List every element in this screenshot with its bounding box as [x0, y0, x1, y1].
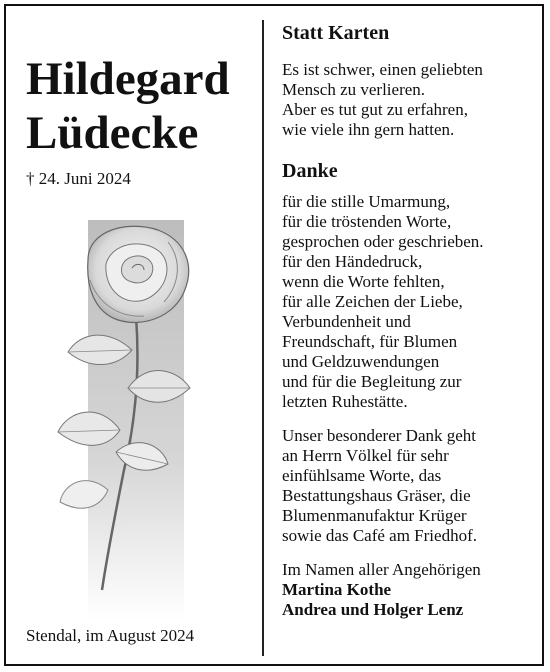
- thanks-line: Freundschaft, für Blumen: [282, 332, 458, 351]
- signature-name: Martina Kothe: [282, 580, 392, 599]
- thanks-line: für den Händedruck,: [282, 252, 423, 271]
- special-line: sowie das Café am Friedhof.: [282, 526, 477, 545]
- thanks-line: letzten Ruhestätte.: [282, 392, 408, 411]
- right-column: [282, 20, 538, 620]
- column-divider: [262, 20, 264, 656]
- thanks-line: gesprochen oder geschrieben.: [282, 232, 484, 251]
- special-line: Blumenmanufaktur Krüger: [282, 506, 467, 525]
- special-line: Bestattungshaus Gräser, die: [282, 486, 471, 505]
- rose-icon: [28, 220, 248, 620]
- special-line: an Herrn Völkel für sehr: [282, 446, 449, 465]
- intro-line: wie viele ihn gern hatten.: [282, 120, 455, 139]
- intro-line: Mensch zu verlieren.: [282, 80, 426, 99]
- thanks-text: [282, 192, 538, 412]
- signature-name: Andrea und Holger Lenz: [282, 600, 464, 619]
- intro-line: Aber es tut gut zu erfahren,: [282, 100, 468, 119]
- special-line: Unser besonderer Dank geht: [282, 426, 477, 445]
- special-line: einfühlsame Worte, das: [282, 466, 442, 485]
- name-last: Lüdecke: [26, 107, 199, 159]
- thanks-line: für die stille Umarmung,: [282, 192, 451, 211]
- thanks-line: für alle Zeichen der Liebe,: [282, 292, 463, 311]
- thanks-line: und für die Begleitung zur: [282, 372, 462, 391]
- thanks-line: Verbundenheit und: [282, 312, 411, 331]
- place-and-date: Stendal, im August 2024: [26, 626, 195, 645]
- signature-intro: Im Namen aller Angehörigen: [282, 560, 481, 579]
- death-date: † 24. Juni 2024: [26, 169, 131, 188]
- special-thanks-text: [282, 426, 538, 546]
- name-first: Hildegard: [26, 53, 230, 105]
- thanks-line: für die tröstenden Worte,: [282, 212, 452, 231]
- intro-text: [282, 60, 538, 140]
- heading-danke: Danke: [282, 160, 338, 182]
- intro-line: Es ist schwer, einen geliebten: [282, 60, 483, 79]
- heading-statt-karten: Statt Karten: [282, 22, 390, 44]
- deceased-name: [26, 52, 256, 160]
- thanks-line: und Geldzuwendungen: [282, 352, 440, 371]
- signature: [282, 560, 538, 620]
- thanks-line: wenn die Worte fehlten,: [282, 272, 445, 291]
